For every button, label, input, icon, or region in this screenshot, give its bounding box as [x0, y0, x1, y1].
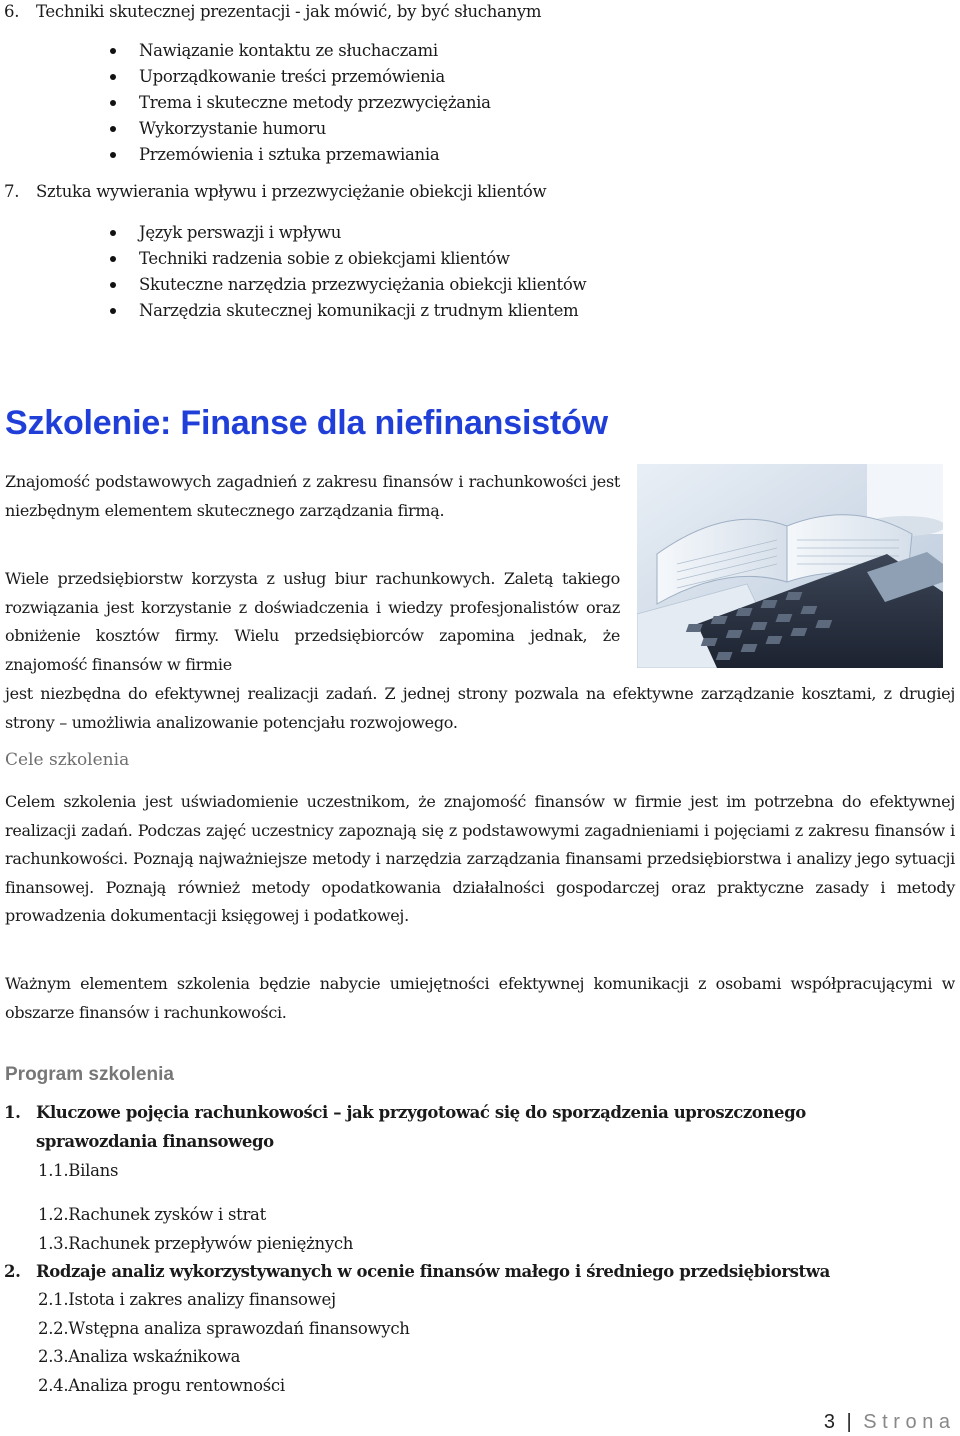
subitem-number: 2.1. — [38, 1290, 69, 1309]
subitem-number: 1.3. — [38, 1234, 69, 1253]
bullet-item: Trema i skuteczne metody przezwyciężania — [110, 90, 491, 116]
subitem-label: Rachunek zysków i strat — [68, 1205, 266, 1224]
program-subitem — [38, 1205, 266, 1224]
bullet-item: Techniki radzenia sobie z obiekcjami klientów — [110, 246, 586, 272]
bullet-item: Przemówienia i sztuka przemawiania — [110, 142, 491, 168]
program-subitem — [38, 1319, 410, 1338]
subitem-number: 1.2. — [38, 1205, 69, 1224]
goals-heading: Cele szkolenia — [5, 750, 130, 770]
bullet-item: Język perswazji i wpływu — [110, 220, 586, 246]
subitem-label: Bilans — [68, 1161, 119, 1180]
item-7-bullets — [110, 220, 586, 324]
subitem-label: Rachunek przepływów pieniężnych — [68, 1234, 354, 1253]
program-subitem — [38, 1376, 285, 1395]
item-7-title: Sztuka wywierania wpływu i przezwyciężanie obiekcji klientów — [36, 182, 547, 201]
calculator-book-photo — [637, 464, 943, 668]
item-6-bullets — [110, 38, 491, 168]
bullet-item: Uporządkowanie treści przemówienia — [110, 64, 491, 90]
program-subitem — [38, 1234, 353, 1253]
bullet-item: Wykorzystanie humoru — [110, 116, 491, 142]
item-6-number: 6. — [4, 2, 20, 21]
goals-paragraph-2: Ważnym elementem szkolenia będzie nabycie umiejętności efektywnej komunikacji z osobami współpracującymi w obszarze finansów i rachunkowości. — [5, 974, 955, 1022]
program-subitem — [38, 1347, 240, 1366]
page-footer — [824, 1411, 950, 1434]
program-item-1-title-line1: Kluczowe pojęcia rachunkowości – jak przygotować się do sporządzenia uproszczonego — [36, 1103, 806, 1122]
program-subitem — [38, 1161, 118, 1180]
footer-separator: | — [846, 1411, 852, 1433]
subitem-label: Analiza progu rentowności — [68, 1376, 285, 1395]
goals-paragraph-1: Celem szkolenia jest uświadomienie uczestnikom, że znajomość finansów w firmie jest im potrzebna do efektywnej realizacji zadań. Podczas zajęć uczestnicy zapoznają się z podstawowymi zagadnieniami i pojęciami z zakresu finansów i rachunkowości. Poznają najważniejsze metody i narzędzia zarządzania finansami przedsiębiorstwa i analizy jego sytuacji finansowej. Poznają również metody opodatkowania działalności gospodarczej oraz praktyczne zasady i metody prowadzenia dokumentacji księgowej i podatkowej. — [5, 792, 955, 926]
bullet-item: Narzędzia skutecznej komunikacji z trudnym klientem — [110, 298, 586, 324]
subitem-label: Analiza wskaźnikowa — [68, 1347, 241, 1366]
page-number: 3 — [823, 1411, 835, 1433]
program-heading: Program szkolenia — [5, 1064, 174, 1085]
item-7-number: 7. — [4, 182, 20, 201]
program-item-2-title: Rodzaje analiz wykorzystywanych w ocenie finansów małego i średniego przedsiębiorstwa — [36, 1262, 830, 1281]
intro-paragraph-1: Znajomość podstawowych zagadnień z zakresu finansów i rachunkowości jest niezbędnym elementem skutecznego zarządzania firmą. — [5, 472, 620, 520]
program-item-1-title-line2: sprawozdania finansowego — [36, 1132, 274, 1151]
training-title: Szkolenie: Finanse dla niefinansistów — [5, 404, 608, 442]
subitem-label: Istota i zakres analizy finansowej — [68, 1290, 336, 1309]
subitem-number: 2.4. — [38, 1376, 69, 1395]
bullet-item: Nawiązanie kontaktu ze słuchaczami — [110, 38, 491, 64]
program-subitem — [38, 1290, 336, 1309]
program-item-2-number: 2. — [4, 1262, 21, 1281]
subitem-number: 1.1. — [38, 1161, 69, 1180]
intro-paragraph-2-wide: jest niezbędna do efektywnej realizacji zadań. Z jednej strony pozwala na efektywne zarządzanie kosztami, z drugiej strony – umożliwia analizowanie potencjału rozwojowego. — [5, 684, 955, 732]
item-6-title: Techniki skutecznej prezentacji - jak mówić, by być słuchanym — [36, 2, 542, 21]
bullet-item: Skuteczne narzędzia przezwyciężania obiekcji klientów — [110, 272, 586, 298]
subitem-label: Wstępna analiza sprawozdań finansowych — [68, 1319, 410, 1338]
subitem-number: 2.3. — [38, 1347, 69, 1366]
subitem-number: 2.2. — [38, 1319, 69, 1338]
intro-paragraph-2-narrow: Wiele przedsiębiorstw korzysta z usług biur rachunkowych. Zaletą takiego rozwiązania jest korzystanie z doświadczenia i wiedzy profesjonalistów oraz obniżenie kosztów firmy. Wielu przedsiębiorców zapomina jednak, że znajomość finansów w firmie — [5, 569, 620, 675]
page-label: S t r o n a — [863, 1411, 950, 1433]
program-item-1-number: 1. — [4, 1103, 21, 1122]
